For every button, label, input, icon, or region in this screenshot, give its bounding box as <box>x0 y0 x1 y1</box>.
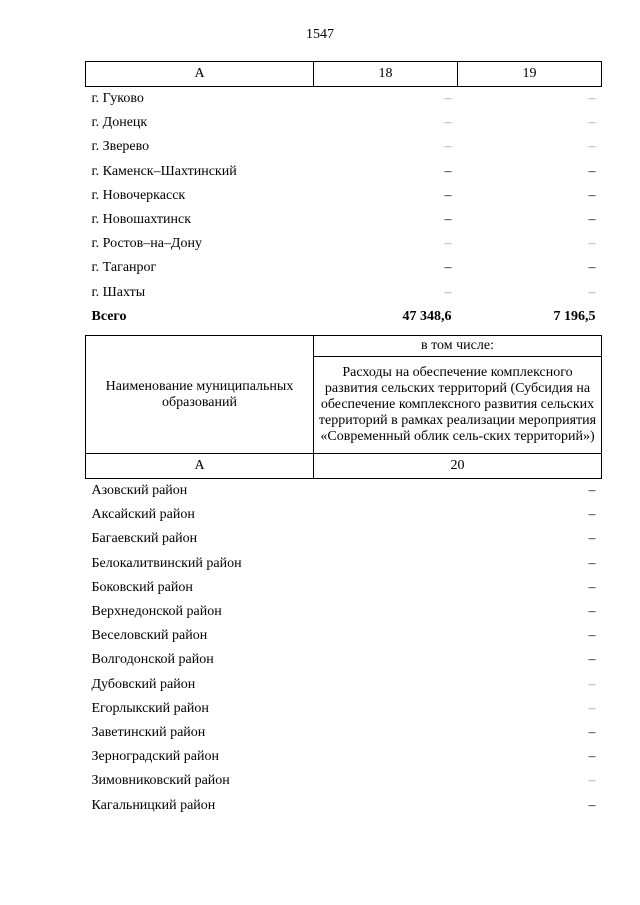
table-row <box>86 769 602 793</box>
total-col-19: 7 196,5 <box>553 308 596 324</box>
municipality-name: г. Новошахтинск <box>91 212 192 228</box>
value-col-19: – <box>588 187 596 203</box>
municipality-name: г. Гуково <box>91 91 144 107</box>
column-header-a: А <box>86 454 314 479</box>
value-col-18: – <box>444 91 452 107</box>
district-name: Кагальницкий район <box>91 797 216 813</box>
district-name: Веселовский район <box>91 628 208 644</box>
table-row <box>86 87 602 112</box>
value-col-19: – <box>588 260 596 276</box>
value-col-18: – <box>444 284 452 300</box>
district-name: Азовский район <box>91 483 188 499</box>
table-row <box>86 256 602 280</box>
table-row <box>86 135 602 159</box>
value-col-20: – <box>588 724 596 740</box>
municipality-name: г. Донецк <box>91 115 148 131</box>
municipality-name: г. Ростов–на–Дону <box>91 236 202 252</box>
table-row <box>86 184 602 208</box>
value-col-20: – <box>588 628 596 644</box>
table-row <box>86 793 602 817</box>
table-row <box>86 111 602 135</box>
value-col-20: – <box>588 676 596 692</box>
table-row <box>86 232 602 256</box>
value-col-18: – <box>444 115 452 131</box>
table-row <box>86 576 602 600</box>
budget-table-cities <box>85 61 602 329</box>
value-col-20: – <box>588 507 596 523</box>
district-name: Багаевский район <box>91 531 198 547</box>
district-name: Заветинский район <box>91 724 206 740</box>
table-row <box>86 479 602 504</box>
district-name: Егорлыкский район <box>91 700 209 716</box>
value-col-18: – <box>444 187 452 203</box>
column-header-18: 18 <box>314 62 458 87</box>
column-header-19: 19 <box>458 62 602 87</box>
table-header-row <box>86 336 602 357</box>
table-row <box>86 552 602 576</box>
value-col-20: – <box>588 749 596 765</box>
page-number: 1547 <box>306 27 334 42</box>
district-name: Дубовский район <box>91 676 196 692</box>
municipality-name: г. Новочеркасск <box>91 187 186 203</box>
district-name: Белокалитвинский район <box>91 555 242 571</box>
value-col-19: – <box>588 139 596 155</box>
total-row <box>86 305 602 329</box>
value-col-20: – <box>588 797 596 813</box>
district-name: Волгодонской район <box>91 652 214 668</box>
value-col-19: – <box>588 236 596 252</box>
column-header-a: А <box>86 62 314 87</box>
municipality-name: г. Зверево <box>91 139 150 155</box>
value-col-20: – <box>588 555 596 571</box>
table-header-row <box>86 454 602 479</box>
table-row <box>86 648 602 672</box>
table-row <box>86 624 602 648</box>
budget-table-districts <box>85 335 602 818</box>
table-row <box>86 673 602 697</box>
municipality-name: г. Шахты <box>91 284 146 300</box>
table-row <box>86 721 602 745</box>
district-name: Зимовниковский район <box>91 773 230 789</box>
value-col-19: – <box>588 115 596 131</box>
table-row <box>86 527 602 551</box>
table-row <box>86 600 602 624</box>
value-col-20: – <box>588 531 596 547</box>
value-col-18: – <box>444 139 452 155</box>
value-col-20: – <box>588 652 596 668</box>
value-col-20: – <box>588 483 596 499</box>
table-row <box>86 503 602 527</box>
table-header-row <box>86 62 602 87</box>
table-row <box>86 208 602 232</box>
including-header: в том числе: <box>314 336 602 357</box>
value-col-19: – <box>588 212 596 228</box>
table-row <box>86 697 602 721</box>
value-col-18: – <box>444 163 452 179</box>
value-col-18: – <box>444 260 452 276</box>
value-col-19: – <box>588 284 596 300</box>
district-name: Аксайский район <box>91 507 195 523</box>
value-col-18: – <box>444 212 452 228</box>
value-col-19: – <box>588 163 596 179</box>
municipal-header: Наименование муниципальных образований <box>86 336 314 454</box>
value-col-18: – <box>444 236 452 252</box>
district-name: Верхнедонской район <box>91 604 222 620</box>
column-header-20: 20 <box>314 454 602 479</box>
value-col-20: – <box>588 579 596 595</box>
value-col-20: – <box>588 700 596 716</box>
value-col-20: – <box>588 604 596 620</box>
district-name: Боковский район <box>91 579 193 595</box>
value-col-20: – <box>588 773 596 789</box>
expense-description-header: Расходы на обеспечение комплексного развития сельских территорий (Субсидия на обеспечение комплексного развития сельских территорий в рамках реализации мероприятия «Современный облик сель-ских территорий») <box>314 357 602 454</box>
table-row <box>86 160 602 184</box>
municipality-name: г. Каменск–Шахтинский <box>91 163 237 179</box>
value-col-19: – <box>588 91 596 107</box>
table-row <box>86 745 602 769</box>
total-col-18: 47 348,6 <box>402 308 452 324</box>
total-label: Всего <box>91 308 127 324</box>
table-row <box>86 281 602 305</box>
district-name: Зерноградский район <box>91 749 219 765</box>
municipality-name: г. Таганрог <box>91 260 157 276</box>
